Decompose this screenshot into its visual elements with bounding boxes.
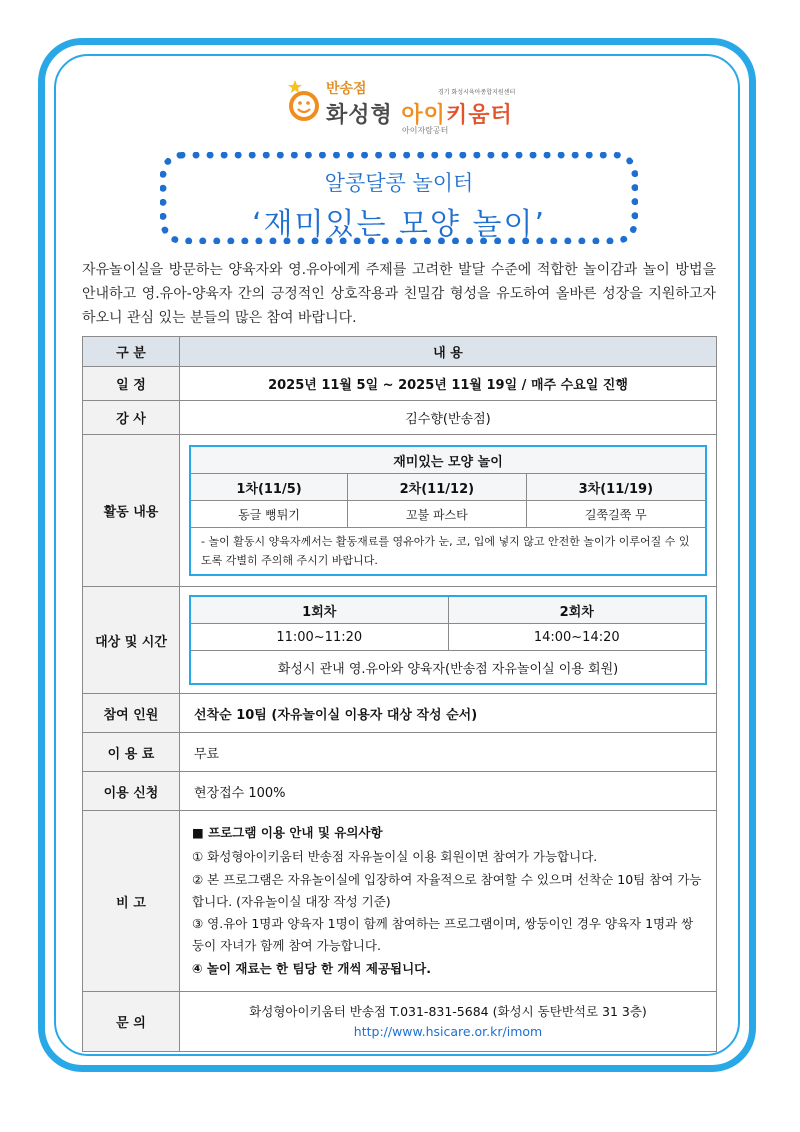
- session-name: 동글 뻥튀기: [190, 501, 348, 528]
- schedule-row: [83, 367, 717, 401]
- fee-value: 무료: [180, 733, 717, 772]
- activity-row: [83, 435, 717, 587]
- activity-label: 활동 내용: [83, 435, 180, 587]
- logo: [286, 78, 526, 140]
- participants-label: 참여 인원: [83, 694, 180, 733]
- remarks-item: ④ 놀이 재료는 한 팀당 한 개씩 제공됩니다.: [192, 961, 431, 976]
- session-name: 꼬불 파스타: [348, 501, 527, 528]
- header-content: 내 용: [180, 337, 717, 367]
- intro-paragraph: 자유놀이실을 방문하는 양육자와 영.유아에게 주제를 고려한 발달 수준에 적합한 놀이감과 놀이 방법을 안내하고 영.유아-양육자 간의 긍정적인 상호작용과 친밀감 형성을 유도하여 올바른 성장을 지원하고자 하오니 관심 있는 분들의 많은 참여 바랍니다.: [82, 262, 716, 326]
- contact-row: [83, 992, 717, 1052]
- table-header-row: [83, 337, 717, 367]
- participants-row: [83, 694, 717, 733]
- instructor-row: [83, 401, 717, 435]
- session-round: 3차(11/19): [526, 474, 706, 501]
- target-label: 대상 및 시간: [83, 587, 180, 694]
- target-time1: 11:00~11:20: [190, 624, 448, 651]
- target-who: 화성시 관내 영.유아와 양육자(반송점 자유놀이실 이용 회원): [190, 651, 706, 685]
- session-round: 1차(11/5): [190, 474, 348, 501]
- logo-org-text: 경기 화성시육아종합지원센터: [438, 89, 516, 96]
- activity-content: [180, 435, 717, 587]
- target-content: [180, 587, 717, 694]
- target-table: [189, 595, 707, 685]
- schedule-value: 2025년 11월 5일 ~ 2025년 11월 19일 / 매주 수요일 진행: [180, 367, 717, 401]
- header-category: 구 분: [83, 337, 180, 367]
- remarks-row: [83, 811, 717, 992]
- remarks-content: [180, 811, 717, 992]
- fee-label: 이 용 료: [83, 733, 180, 772]
- program-table: [82, 336, 717, 1052]
- activity-note: - 놀이 활동시 양육자께서는 활동재료를 영유아가 눈, 코, 입에 넣지 않고 안전한 놀이가 이루어질 수 있도록 각별히 주의해 주시기 바랍니다.: [190, 528, 706, 576]
- fee-row: [83, 733, 717, 772]
- remarks-label: 비 고: [83, 811, 180, 992]
- title-box: [160, 152, 638, 244]
- target-round2: 2회차: [448, 596, 706, 624]
- schedule-label: 일 정: [83, 367, 180, 401]
- contact-line: 화성형아이키움터 반송점 T.031-831-5684 (화성시 동탄반석로 31 3층): [249, 1003, 647, 1019]
- instructor-label: 강 사: [83, 401, 180, 435]
- contact-url-link[interactable]: http://www.hsicare.or.kr/imom: [353, 1023, 543, 1039]
- apply-label: 이용 신청: [83, 772, 180, 811]
- remarks-item: ③ 영.유아 1명과 양육자 1명이 함께 참여하는 프로그램이며, 쌍둥이인 경우 양육자 1명과 쌍둥이 자녀가 함께 참여 가능합니다.: [192, 916, 694, 953]
- activity-table: [189, 445, 707, 576]
- remarks-heading: ■ 프로그램 이용 안내 및 유의사항: [192, 825, 383, 840]
- remarks-item: ① 화성형아이키움터 반송점 자유놀이실 이용 회원이면 참여가 가능합니다.: [192, 849, 598, 864]
- contact-content: [180, 992, 717, 1052]
- participants-value: 선착순 10팀 (자유놀이실 이용자 대상 작성 순서): [180, 694, 717, 733]
- target-round1: 1회차: [190, 596, 448, 624]
- target-row: [83, 587, 717, 694]
- instructor-value: 김수향(반송점): [180, 401, 717, 435]
- page-title: ‘재미있는 모양 놀이’: [252, 207, 546, 242]
- logo-name-part2: 아이: [401, 103, 446, 128]
- apply-row: [83, 772, 717, 811]
- apply-value: 현장접수 100%: [180, 772, 717, 811]
- smile-logo-icon: [286, 78, 322, 122]
- page-subtitle: 알콩달콩 놀이터: [324, 171, 474, 195]
- logo-subtitle: 아이자람공터: [402, 126, 449, 135]
- remarks-item: ② 본 프로그램은 자유놀이실에 입장하여 자율적으로 참여할 수 있으며 선착순 10팀 참여 가능합니다. (자유놀이실 대장 작성 기준): [192, 872, 702, 909]
- logo-branch: 반송점: [326, 81, 367, 97]
- target-time2: 14:00~14:20: [448, 624, 706, 651]
- activity-title: 재미있는 모양 놀이: [190, 446, 706, 474]
- logo-name-part3: 키움터: [445, 103, 513, 128]
- logo-name-part1: 화성형: [326, 103, 402, 128]
- session-name: 길쭉길쭉 무: [526, 501, 706, 528]
- contact-label: 문 의: [83, 992, 180, 1052]
- session-round: 2차(11/12): [348, 474, 527, 501]
